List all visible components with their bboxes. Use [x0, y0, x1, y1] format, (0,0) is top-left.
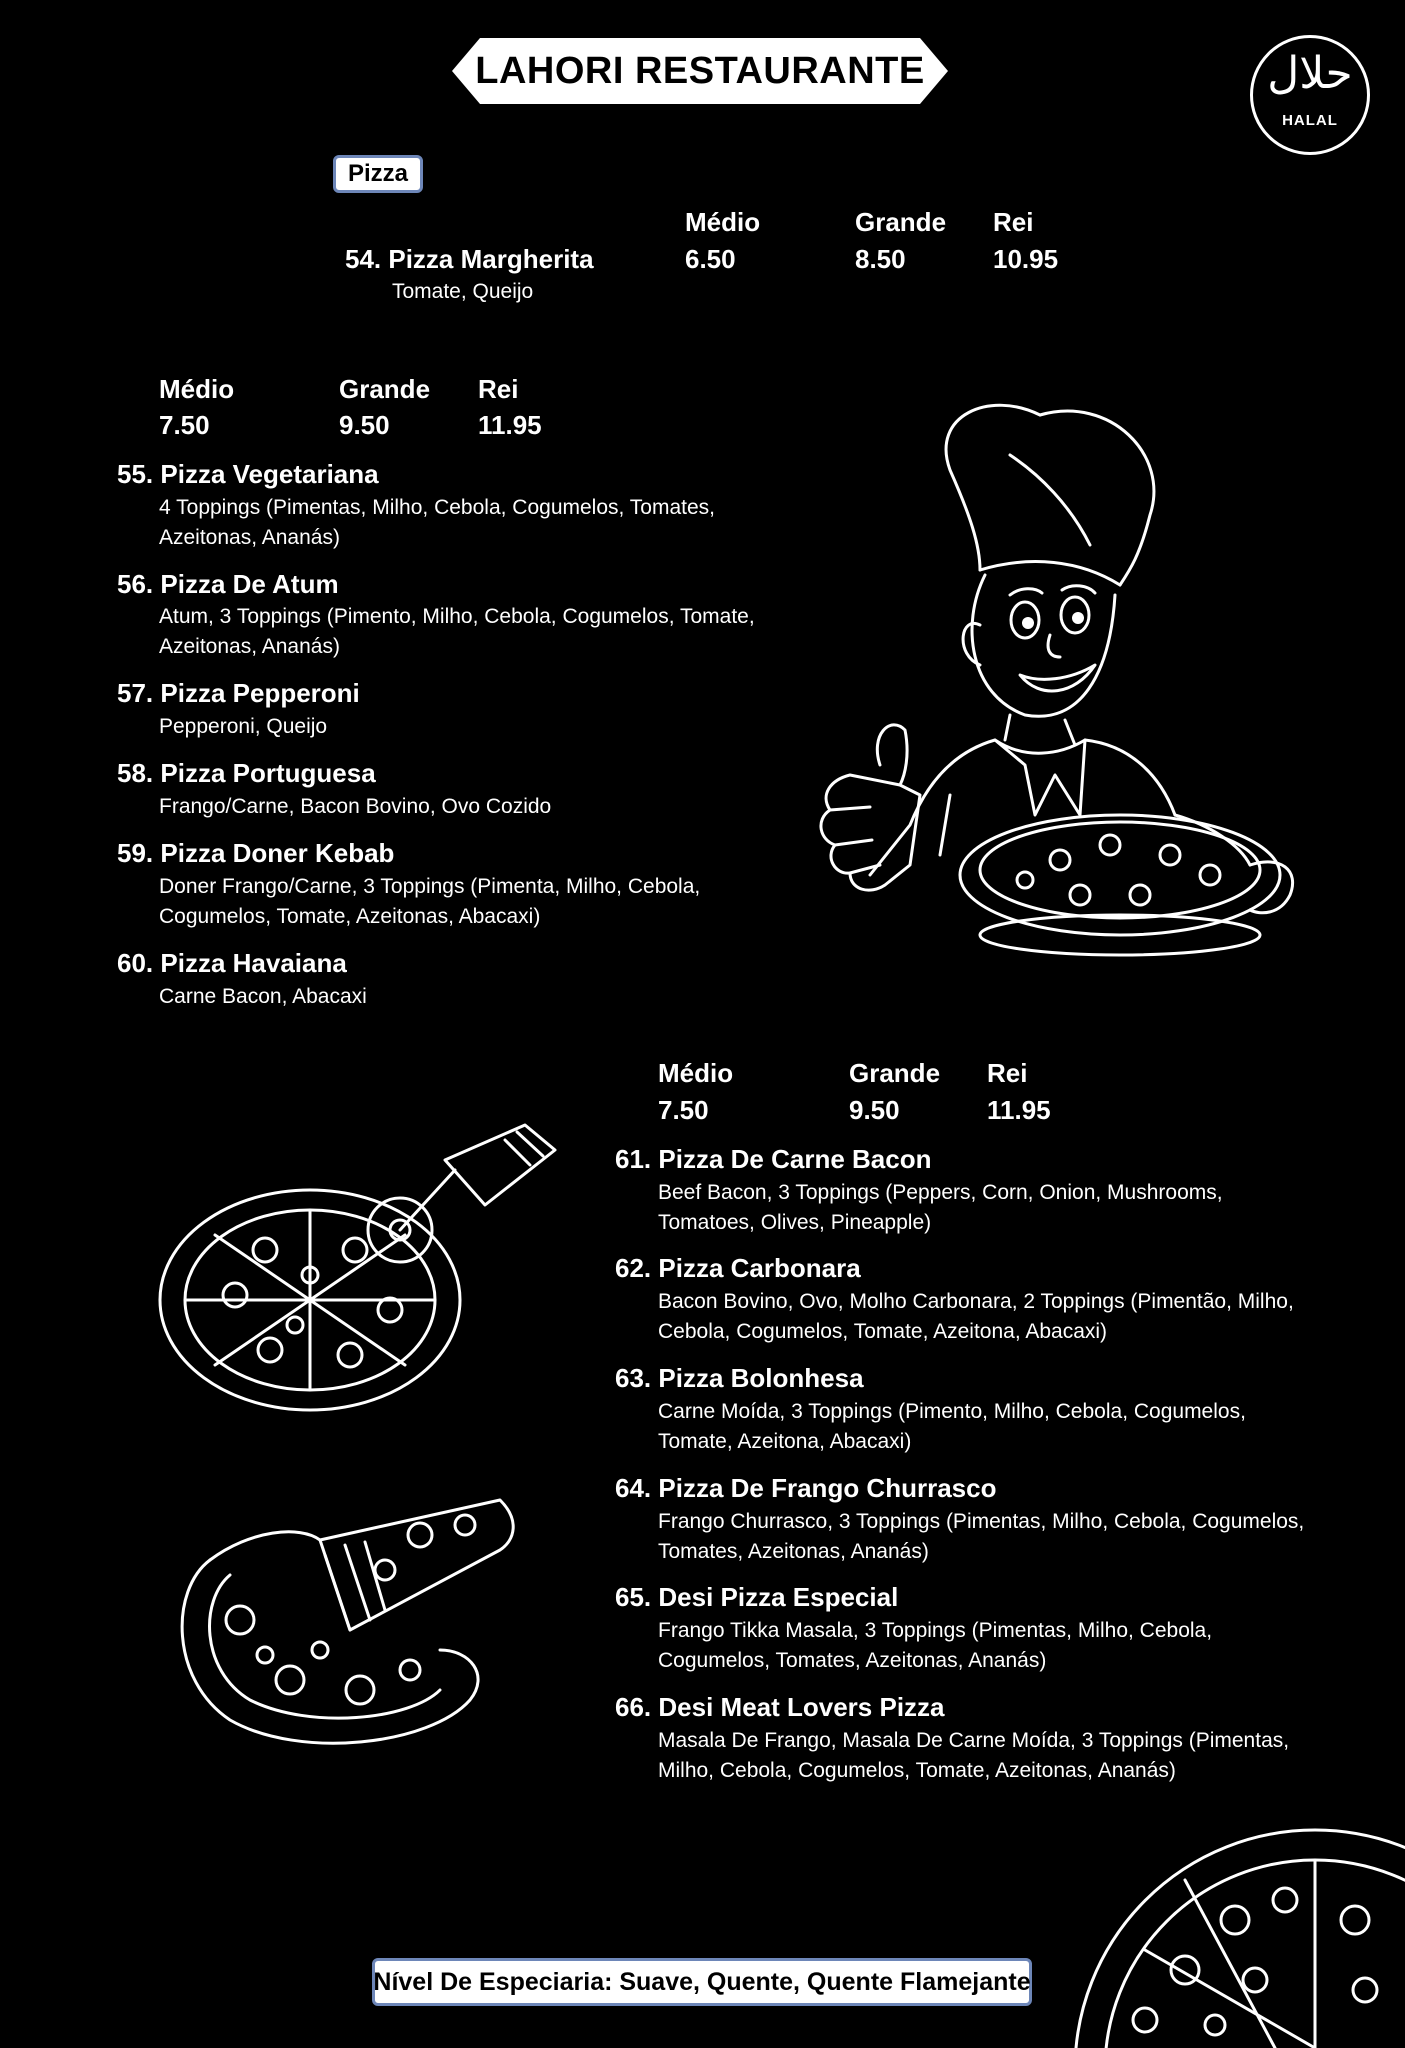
item-title: Pizza Portuguesa [160, 758, 376, 788]
price-medio: 7.50 [658, 1095, 709, 1125]
price-grande: 9.50 [339, 410, 390, 440]
corner-pizza-illustration [1055, 1810, 1405, 2048]
item-number: 60. [117, 948, 154, 978]
menu-item-desc: Frango/Carne, Bacon Bovino, Ovo Cozido [159, 795, 552, 818]
menu-item-desc: Frango Tikka Masala, 3 Toppings (Pimentas, Milho, Cebola, [658, 1619, 1213, 1642]
size-header-rei: Rei [987, 1058, 1028, 1088]
chef-illustration [810, 395, 1320, 985]
menu-item-name [615, 1144, 931, 1175]
menu-item-desc: Milho, Cebola, Cogumelos, Tomate, Azeitonas, Ananás) [658, 1759, 1176, 1782]
menu-item-desc: Masala De Frango, Masala De Carne Moída, 3 Toppings (Pimentas, [658, 1729, 1290, 1752]
item-number: 58. [117, 758, 154, 788]
menu-item-desc: Bacon Bovino, Ovo, Molho Carbonara, 2 Toppings (Pimentão, Milho, [658, 1290, 1294, 1313]
menu-item-desc: 4 Toppings (Pimentas, Milho, Cebola, Cogumelos, Tomates, [159, 496, 716, 519]
item-title: Pizza Bolonhesa [658, 1363, 864, 1393]
menu-item-desc: Azeitonas, Ananás) [159, 635, 340, 658]
item-title: Pizza De Carne Bacon [658, 1144, 932, 1174]
menu-item-name: 54. Pizza Margherita [345, 244, 594, 274]
menu-item-name [615, 1692, 945, 1723]
size-header-grande: Grande [339, 374, 431, 404]
menu-item-name [117, 459, 379, 490]
item-title: Pizza De Frango Churrasco [658, 1473, 997, 1503]
pizza-slice-illustration [170, 1480, 530, 1750]
price-rei: 11.95 [478, 410, 542, 440]
restaurant-title: LAHORI RESTAURANTE [475, 49, 925, 92]
item-number: 66. [615, 1692, 652, 1722]
menu-item-name [117, 948, 347, 979]
size-header-rei: Rei [478, 374, 519, 404]
menu-item-name [117, 838, 394, 869]
menu-item-desc: Tomatoes, Olives, Pineapple) [658, 1211, 932, 1234]
price-rei: 10.95 [993, 244, 1059, 274]
item-number: 55. [117, 459, 154, 489]
item-number: 61. [615, 1144, 652, 1174]
size-header-medio: Médio [159, 374, 235, 404]
size-header-rei: Rei [993, 207, 1034, 237]
menu-item-desc: Pepperoni, Queijo [159, 715, 328, 738]
menu-item-desc: Frango Churrasco, 3 Toppings (Pimentas, Milho, Cebola, Cogumelos, [658, 1510, 1305, 1533]
price-grande: 8.50 [855, 244, 906, 274]
menu-item-name [615, 1473, 996, 1504]
halal-badge [1250, 35, 1370, 155]
item-title: Pizza Vegetariana [160, 459, 379, 489]
menu-item-desc: Cogumelos, Tomates, Azeitonas, Ananás) [658, 1649, 1047, 1672]
menu-item-desc: Doner Frango/Carne, 3 Toppings (Pimenta, Milho, Cebola, [159, 875, 701, 898]
item-number: 56. [117, 569, 154, 599]
price-rei: 11.95 [987, 1095, 1051, 1125]
item-title: Desi Pizza Especial [658, 1582, 899, 1612]
item-title: Pizza De Atum [160, 569, 339, 599]
menu-item-name [117, 758, 376, 789]
spice-level-footer: Nível De Especiaria: Suave, Quente, Quente Flamejante [372, 1958, 1032, 2006]
price-medio: 6.50 [685, 244, 736, 274]
item-number: 63. [615, 1363, 652, 1393]
halal-label: HALAL [1282, 112, 1338, 129]
menu-item-name [615, 1363, 864, 1394]
price-medio: 7.50 [159, 410, 210, 440]
size-header-grande: Grande [849, 1058, 941, 1088]
price-grande: 9.50 [849, 1095, 900, 1125]
menu-item-desc: Tomate, Azeitona, Abacaxi) [658, 1430, 912, 1453]
menu-item-desc: Azeitonas, Ananás) [159, 526, 340, 549]
halal-arabic-text: حلال [1267, 48, 1353, 99]
menu-item-desc: Carne Bacon, Abacaxi [159, 985, 367, 1008]
menu-item-desc: Atum, 3 Toppings (Pimento, Milho, Cebola, Cogumelos, Tomate, [159, 605, 755, 628]
menu-item-desc: Cebola, Cogumelos, Tomate, Azeitona, Abacaxi) [658, 1320, 1108, 1343]
menu-item-desc: Tomate, Queijo [392, 280, 534, 303]
item-title: Desi Meat Lovers Pizza [658, 1692, 945, 1722]
menu-item-name [615, 1253, 861, 1284]
size-header-medio: Médio [685, 207, 761, 237]
menu-item-name [117, 678, 360, 709]
item-title: Pizza Carbonara [658, 1253, 861, 1283]
section-tag: Pizza [333, 155, 423, 193]
size-header-medio: Médio [658, 1058, 734, 1088]
menu-item-desc: Cogumelos, Tomate, Azeitonas, Abacaxi) [159, 905, 541, 928]
item-number: 62. [615, 1253, 652, 1283]
menu-item-desc: Beef Bacon, 3 Toppings (Peppers, Corn, Onion, Mushrooms, [658, 1181, 1223, 1204]
menu-item-desc: Tomates, Azeitonas, Ananás) [658, 1540, 929, 1563]
item-title: Pizza Pepperoni [160, 678, 360, 708]
item-number: 59. [117, 838, 154, 868]
title-banner [450, 36, 950, 106]
item-number: 65. [615, 1582, 652, 1612]
item-number: 64. [615, 1473, 652, 1503]
item-title: Pizza Havaiana [160, 948, 347, 978]
menu-item-desc: Carne Moída, 3 Toppings (Pimento, Milho, Cebola, Cogumelos, [658, 1400, 1246, 1423]
item-number: 57. [117, 678, 154, 708]
menu-item-name [117, 569, 339, 600]
size-header-grande: Grande [855, 207, 947, 237]
pizza-cutter-illustration [155, 1120, 570, 1430]
item-title: Pizza Doner Kebab [160, 838, 395, 868]
menu-item-name [615, 1582, 898, 1613]
